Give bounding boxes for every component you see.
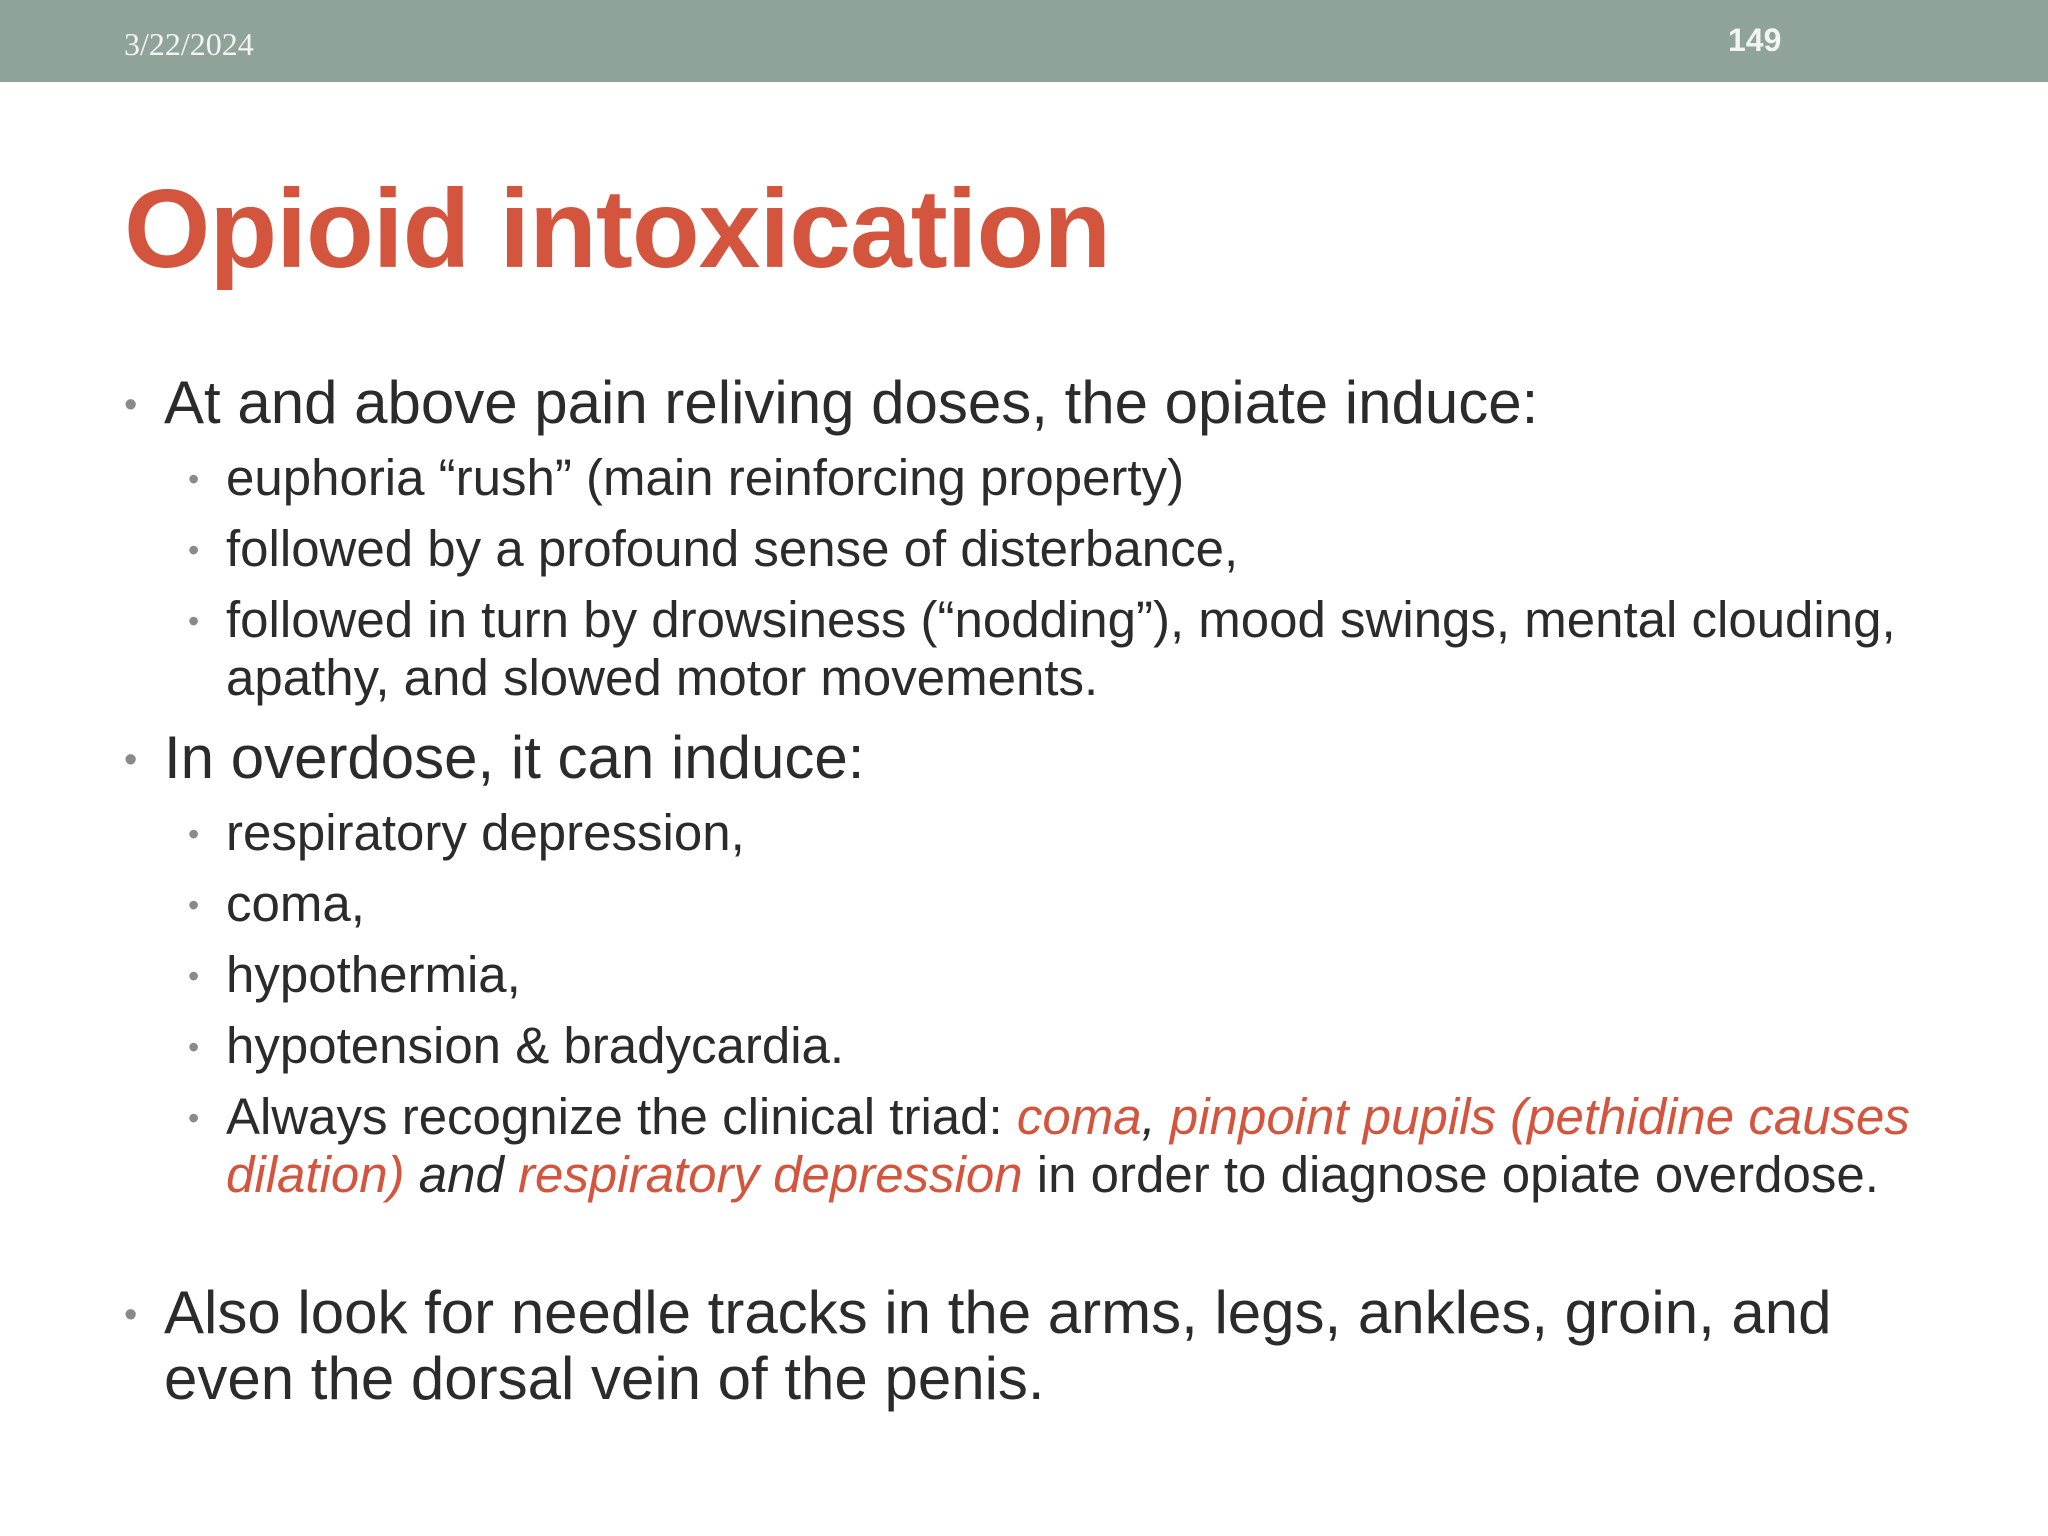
sub-bullet-point <box>188 946 1956 1004</box>
bullet-icon: • <box>188 532 200 568</box>
bullet-icon: • <box>124 384 138 426</box>
bullet-icon: • <box>188 1100 200 1136</box>
bullet-text: followed by a profound sense of disterbance, <box>226 520 1239 577</box>
triad-respiratory-highlight: respiratory depression <box>518 1146 1023 1203</box>
bullet-point <box>124 1279 1954 1412</box>
bullet-icon: • <box>124 1294 138 1336</box>
triad-pupils-highlight: pinpoint pupils (pethidine causes dilation) <box>226 1088 1910 1203</box>
bullet-icon: • <box>188 887 200 923</box>
slide-number: 149 <box>1728 22 1782 58</box>
sub-bullet-point <box>188 449 1956 507</box>
bullet-text: coma, <box>226 875 365 932</box>
triad-comma: , <box>1141 1088 1170 1145</box>
sub-bullet-point <box>188 1017 1956 1075</box>
bullet-text: euphoria “rush” (main reinforcing property) <box>226 449 1185 506</box>
bullet-icon: • <box>188 958 200 994</box>
bullet-text: At and above pain reliving doses, the opiate induce: <box>164 369 1539 436</box>
bullet-icon: • <box>188 603 200 639</box>
bullet-icon: • <box>188 1029 200 1065</box>
bullet-text: hypotension & bradycardia. <box>226 1017 845 1074</box>
sub-bullet-point <box>188 804 1956 862</box>
sub-bullet-point <box>188 520 1956 578</box>
sub-bullet-point <box>188 591 1956 707</box>
triad-and: and <box>404 1146 519 1203</box>
bullet-icon: • <box>188 461 200 497</box>
sub-bullet-point <box>188 1088 1956 1204</box>
bullet-text: followed in turn by drowsiness (“nodding”), mood swings, mental clouding, apathy, and slowed motor movements. <box>226 591 1896 706</box>
bullet-icon: • <box>188 816 200 852</box>
bullet-icon: • <box>124 739 138 781</box>
slide-title: Opioid intoxication <box>124 167 1111 291</box>
bullet-text: hypothermia, <box>226 946 521 1003</box>
bullet-text: respiratory depression, <box>226 804 745 861</box>
sub-bullet-point <box>188 875 1956 933</box>
bullet-point <box>124 369 1954 436</box>
triad-coma-highlight: coma <box>1016 1088 1142 1145</box>
triad-tail-text: in order to diagnose opiate overdose. <box>1022 1146 1879 1203</box>
bullet-text: Also look for needle tracks in the arms, legs, ankles, groin, and even the dorsal vein of the penis. <box>164 1279 1832 1412</box>
bullet-text: In overdose, it can induce: <box>164 724 865 791</box>
header-bar <box>0 0 2048 82</box>
triad-lead-text: Always recognize the clinical triad: <box>226 1088 1017 1145</box>
slide-date: 3/22/2024 <box>124 26 254 62</box>
bullet-point <box>124 724 1954 791</box>
